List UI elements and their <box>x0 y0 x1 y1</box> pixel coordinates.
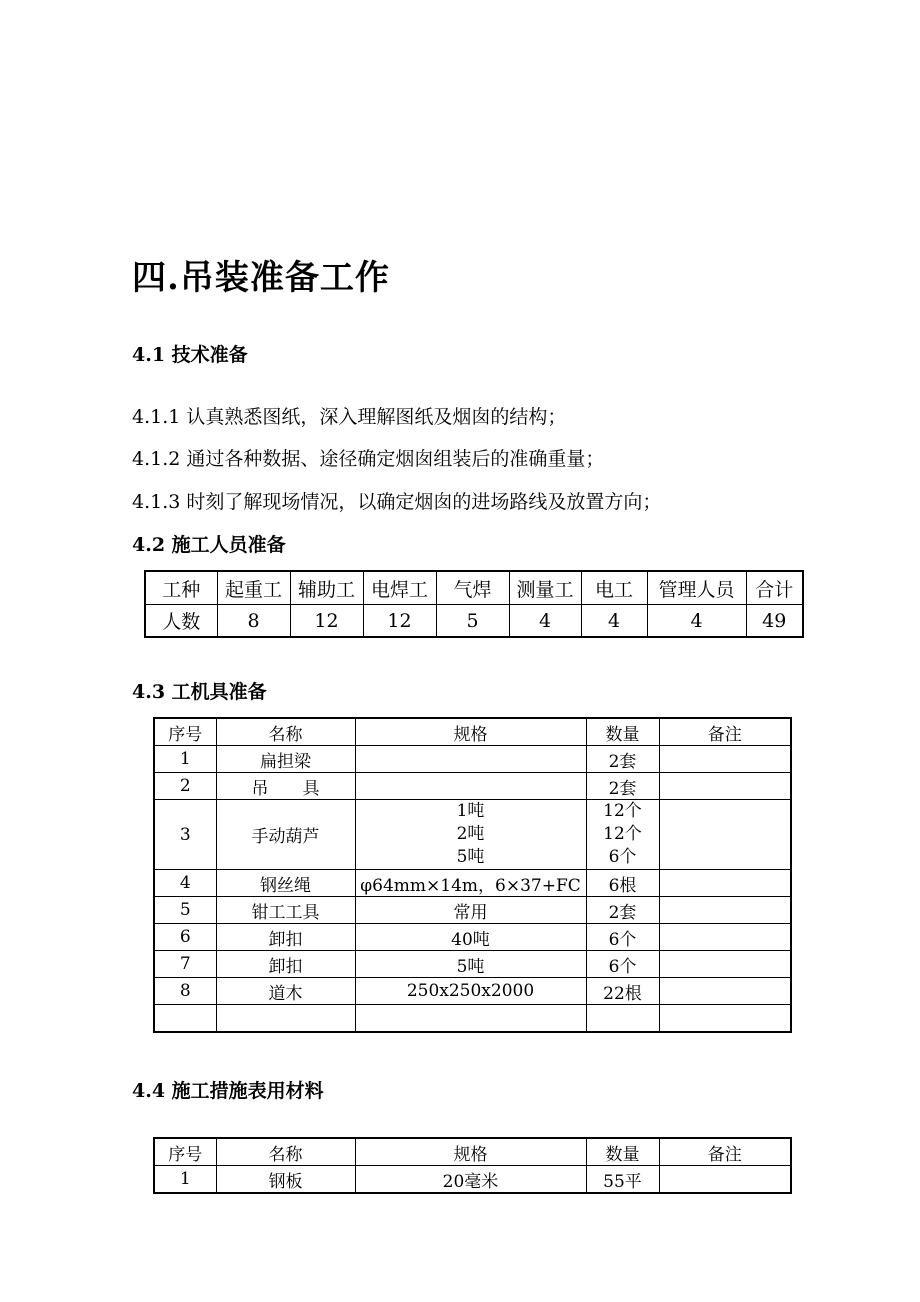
table-row <box>154 1166 791 1194</box>
quantity-cell: 6个 <box>586 951 659 978</box>
item-name-cell: 钢板 <box>216 1166 355 1194</box>
remark-cell <box>659 924 791 951</box>
header-cell: 管理人员 <box>647 571 746 605</box>
item-name-cell: 道木 <box>216 978 355 1005</box>
page-heading: 四.吊装准备工作 <box>132 258 390 298</box>
remark-cell <box>659 746 791 773</box>
tools-table <box>153 717 792 1033</box>
quantity-cell: 12个 12个 6个 <box>586 800 659 870</box>
row-number-cell: 6 <box>154 924 216 951</box>
remark-cell <box>659 897 791 924</box>
spec-cell <box>355 773 586 800</box>
personnel-count-row <box>145 605 803 638</box>
quantity-cell: 6根 <box>586 870 659 897</box>
header-cell: 数量 <box>586 1138 659 1166</box>
table-row <box>154 773 791 800</box>
row-number-cell: 7 <box>154 951 216 978</box>
item-name-cell: 卸扣 <box>216 924 355 951</box>
header-cell: 数量 <box>586 718 659 746</box>
header-cell: 测量工 <box>509 571 581 605</box>
header-cell: 气焊 <box>436 571 509 605</box>
row-number-cell: 1 <box>154 1166 216 1194</box>
spec-cell: 常用 <box>355 897 586 924</box>
row-number-cell: 8 <box>154 978 216 1005</box>
remark-cell <box>659 1166 791 1194</box>
header-cell: 备注 <box>659 1138 791 1166</box>
item-name-cell: 手动葫芦 <box>216 800 355 870</box>
header-cell: 规格 <box>355 718 586 746</box>
table-row <box>154 746 791 773</box>
value-cell: 12 <box>363 605 436 638</box>
spec-cell: 20毫米 <box>355 1166 586 1194</box>
spec-cell <box>355 746 586 773</box>
header-cell: 辅助工 <box>290 571 363 605</box>
item-name-cell: 卸扣 <box>216 951 355 978</box>
table-row <box>154 978 791 1005</box>
item-name-cell: 钳工工具 <box>216 897 355 924</box>
remark-cell <box>659 978 791 1005</box>
spec-cell: φ64mm×14m，6×37+FC <box>355 870 586 897</box>
table-row <box>154 800 791 870</box>
row-number-cell <box>154 1005 216 1033</box>
tools-header-row <box>154 718 791 746</box>
item-4-1-3: 4.1.3 时刻了解现场情况，以确定烟囱的进场路线及放置方向； <box>132 491 662 513</box>
row-number-cell: 3 <box>154 800 216 870</box>
row-number-cell: 5 <box>154 897 216 924</box>
value-cell: 4 <box>647 605 746 638</box>
item-4-1-2: 4.1.2 通过各种数据、途径确定烟囱组装后的准确重量； <box>132 448 605 470</box>
item-name-cell: 扁担梁 <box>216 746 355 773</box>
spec-cell: 5吨 <box>355 951 586 978</box>
spec-cell: 250x250x2000 <box>355 978 586 1005</box>
table-row <box>154 951 791 978</box>
value-cell: 8 <box>217 605 290 638</box>
section-4-4-title: 4.4 施工措施表用材料 <box>132 1080 324 1102</box>
materials-header-row <box>154 1138 791 1166</box>
section-4-2-title: 4.2 施工人员准备 <box>132 534 286 556</box>
remark-cell <box>659 1005 791 1033</box>
personnel-header-row <box>145 571 803 605</box>
header-cell: 合计 <box>746 571 803 605</box>
remark-cell <box>659 800 791 870</box>
table-row <box>154 897 791 924</box>
remark-cell <box>659 870 791 897</box>
header-cell: 起重工 <box>217 571 290 605</box>
remark-cell <box>659 773 791 800</box>
table-row <box>154 924 791 951</box>
quantity-cell: 2套 <box>586 773 659 800</box>
header-cell: 电工 <box>581 571 647 605</box>
value-cell: 人数 <box>145 605 217 638</box>
header-cell: 序号 <box>154 718 216 746</box>
quantity-cell: 22根 <box>586 978 659 1005</box>
header-cell: 工种 <box>145 571 217 605</box>
quantity-cell: 55平 <box>586 1166 659 1194</box>
row-number-cell: 4 <box>154 870 216 897</box>
quantity-cell: 2套 <box>586 897 659 924</box>
remark-cell <box>659 951 791 978</box>
section-4-1-title: 4.1 技术准备 <box>132 344 248 366</box>
table-row <box>154 870 791 897</box>
value-cell: 4 <box>509 605 581 638</box>
personnel-table <box>144 570 804 638</box>
spec-cell: 40吨 <box>355 924 586 951</box>
header-cell: 名称 <box>216 718 355 746</box>
item-name-cell: 钢丝绳 <box>216 870 355 897</box>
quantity-cell: 6个 <box>586 924 659 951</box>
header-cell: 名称 <box>216 1138 355 1166</box>
header-cell: 备注 <box>659 718 791 746</box>
value-cell: 5 <box>436 605 509 638</box>
quantity-cell: 2套 <box>586 746 659 773</box>
table-row <box>154 1005 791 1033</box>
item-name-cell <box>216 1005 355 1033</box>
materials-table <box>153 1137 792 1194</box>
spec-cell: 1吨 2吨 5吨 <box>355 800 586 870</box>
quantity-cell <box>586 1005 659 1033</box>
header-cell: 电焊工 <box>363 571 436 605</box>
value-cell: 4 <box>581 605 647 638</box>
header-cell: 规格 <box>355 1138 586 1166</box>
item-name-cell: 吊 具 <box>216 773 355 800</box>
section-4-3-title: 4.3 工机具准备 <box>132 681 267 703</box>
row-number-cell: 2 <box>154 773 216 800</box>
header-cell: 序号 <box>154 1138 216 1166</box>
spec-cell <box>355 1005 586 1033</box>
value-cell: 49 <box>746 605 803 638</box>
item-4-1-1: 4.1.1 认真熟悉图纸，深入理解图纸及烟囱的结构； <box>132 406 567 428</box>
value-cell: 12 <box>290 605 363 638</box>
row-number-cell: 1 <box>154 746 216 773</box>
